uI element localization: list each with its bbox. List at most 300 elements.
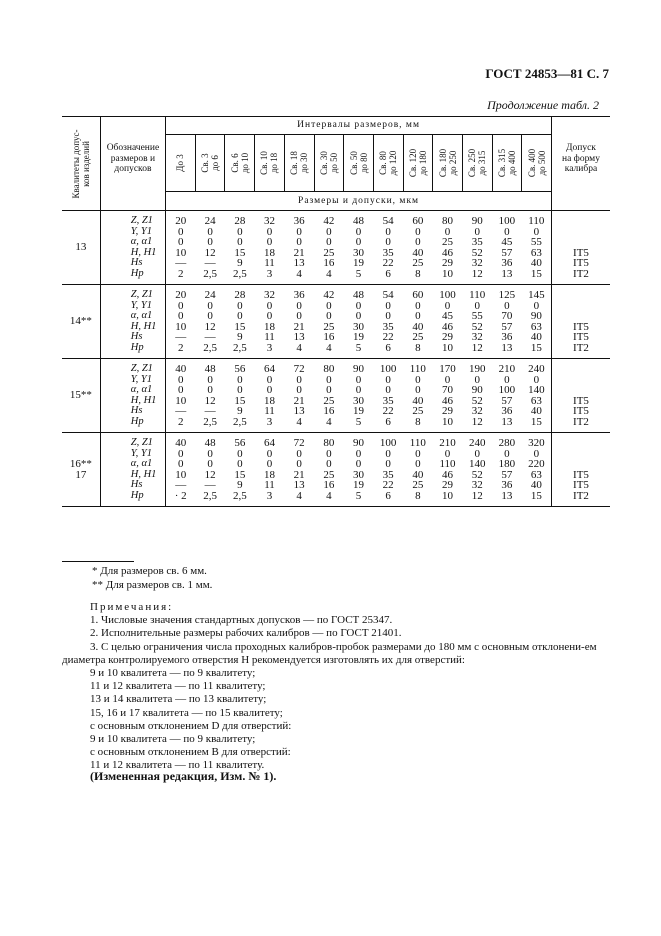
value: 36	[501, 331, 513, 343]
value: 0	[415, 373, 421, 386]
value-cell	[314, 359, 344, 433]
value-cell	[195, 433, 225, 507]
designation-cell	[100, 285, 165, 359]
designation-cell	[100, 359, 165, 433]
value: 0	[177, 384, 184, 396]
value: 0	[415, 458, 421, 470]
value: 32	[471, 331, 483, 343]
value: 46	[442, 320, 454, 333]
value: 64	[263, 363, 275, 375]
form-tolerance-value	[552, 459, 610, 470]
value: 4	[326, 415, 332, 428]
value: 0	[266, 373, 273, 386]
value: 40	[412, 394, 424, 407]
value: 40	[412, 468, 424, 481]
value: 0	[504, 447, 510, 460]
value: 3	[266, 341, 273, 354]
value: 0	[385, 299, 391, 312]
value: 35	[382, 468, 394, 481]
value: 0	[296, 384, 302, 396]
value: 56	[234, 437, 246, 449]
range-label: Св. 18 до 30	[289, 151, 310, 175]
value: 4	[296, 341, 302, 354]
value: 0	[266, 310, 273, 322]
value: 110	[409, 363, 426, 375]
value: 0	[177, 310, 184, 322]
value: 12	[204, 468, 216, 481]
designation-cell	[100, 211, 165, 285]
value: 13	[501, 341, 513, 354]
value: 110	[469, 289, 486, 301]
value-cell	[255, 211, 285, 285]
note-line: 9 и 10 квалитета — по 9 квалитету;	[90, 667, 256, 680]
form-tolerance-value: IT2	[573, 341, 589, 354]
value: 9	[237, 479, 243, 491]
value: 30	[353, 468, 364, 481]
value: 0	[326, 458, 332, 470]
value: 30	[353, 320, 364, 333]
value-cell	[373, 359, 403, 433]
value: 35	[471, 236, 483, 248]
value: 0	[207, 384, 213, 396]
value: 210	[439, 437, 456, 449]
value: 10	[175, 320, 187, 333]
range-label: Св. 50 до 80	[348, 151, 369, 175]
value: 63	[530, 320, 542, 333]
value: 2,5	[232, 415, 247, 428]
value: 0	[533, 225, 540, 238]
value: 6	[385, 341, 391, 354]
note-line: 9 и 10 квалитета — по 9 квалитету;	[90, 733, 256, 746]
value: 0	[237, 373, 243, 386]
value: 90	[471, 215, 483, 227]
value: 10	[442, 341, 454, 354]
value: · 2	[174, 489, 187, 502]
value: 57	[501, 394, 513, 407]
value: 2,5	[203, 341, 218, 354]
designation-label: H, H1	[130, 468, 157, 480]
value: 0	[533, 447, 540, 460]
value-cell	[255, 285, 285, 359]
value: 0	[266, 236, 273, 248]
value: 9	[237, 257, 243, 269]
value: 5	[355, 489, 362, 502]
value-cell	[284, 433, 314, 507]
value: 25	[412, 257, 424, 269]
value: 20	[175, 215, 187, 227]
value: 0	[237, 225, 243, 238]
value: 13	[501, 489, 513, 502]
value: 0	[385, 310, 391, 322]
form-tolerance-value: IT5	[573, 246, 589, 259]
form-tolerance-value	[552, 449, 610, 460]
value-cell	[373, 433, 403, 507]
range-header	[373, 135, 403, 192]
value: 32	[471, 479, 483, 491]
value: 0	[474, 299, 480, 312]
value: 0	[177, 225, 184, 238]
value: 4	[296, 489, 302, 502]
value: —	[204, 331, 216, 343]
value: 0	[474, 373, 480, 386]
value: 0	[237, 447, 243, 460]
value: 10	[442, 267, 454, 280]
value: 57	[501, 468, 513, 481]
value: 10	[442, 489, 454, 502]
value: 145	[528, 289, 545, 301]
value: 210	[498, 363, 516, 375]
value: 0	[177, 236, 184, 248]
value: 30	[353, 246, 364, 259]
quality-group-row	[62, 433, 610, 507]
value: 10	[175, 246, 187, 259]
value: 15	[530, 341, 542, 354]
sizes-header: Размеры и допуски, мкм	[166, 192, 552, 211]
value: 52	[471, 394, 483, 407]
intervals-header: Интервалы размеров, мм	[166, 117, 552, 135]
value: 25	[323, 320, 335, 333]
value: 32	[263, 215, 275, 227]
note-line: 11 и 12 квалитета — по 11 квалитету.	[90, 759, 265, 772]
value: 40	[530, 479, 542, 491]
value: 15	[234, 246, 246, 259]
designation-label: Hp	[130, 415, 144, 427]
value: 48	[353, 289, 364, 301]
value-cell	[433, 211, 463, 285]
value: 180	[498, 458, 516, 470]
range-header	[344, 135, 374, 192]
range-label: Св. 80 до 120	[378, 150, 399, 176]
value: 0	[296, 458, 302, 470]
range-label: Св. 400 до 500	[526, 148, 547, 178]
designation-label: Y, Y1	[130, 447, 152, 459]
range-label: Св. 10 до 18	[259, 151, 280, 175]
value: 0	[504, 225, 510, 238]
value-cell	[166, 359, 196, 433]
designation-label: Hs	[130, 257, 143, 268]
footnote-2: ** Для размеров св. 1 мм.	[92, 579, 213, 591]
value: 19	[353, 331, 364, 343]
value: 0	[266, 447, 273, 460]
value: 10	[442, 415, 454, 428]
value: 48	[204, 437, 216, 449]
value: 4	[326, 267, 332, 280]
designation-label: H, H1	[130, 320, 157, 332]
form-tolerance-value	[552, 311, 610, 322]
value: 13	[293, 331, 305, 343]
value: 29	[442, 479, 454, 491]
value-cell	[522, 211, 552, 285]
value: 0	[355, 299, 362, 312]
range-label: Св. 180 до 250	[437, 148, 458, 178]
value: 0	[504, 299, 510, 312]
tolerance-table	[62, 116, 610, 507]
designation-label: α, α1	[130, 384, 153, 395]
value: 54	[382, 289, 394, 301]
notes-heading: Примечания:	[90, 601, 174, 613]
value: 0	[385, 225, 391, 238]
value: 48	[204, 363, 216, 375]
range-header	[492, 135, 522, 192]
note-line: 11 и 12 квалитета — по 11 квалитету;	[90, 680, 266, 693]
value: 29	[442, 257, 454, 269]
value: 42	[323, 289, 335, 301]
value: 0	[326, 236, 332, 248]
value: 0	[415, 236, 421, 248]
value: 25	[323, 394, 335, 407]
value: 0	[266, 458, 273, 470]
value-cell	[284, 285, 314, 359]
value: 0	[326, 225, 332, 238]
value: 52	[471, 320, 483, 333]
form-tolerance-value	[552, 385, 610, 396]
value: 25	[323, 246, 335, 259]
value: 6	[385, 267, 391, 280]
value: 15	[234, 468, 246, 481]
value: 25	[412, 405, 424, 417]
tolerance-column-header: Допуск на форму калибра	[551, 117, 610, 211]
designation-cell	[100, 433, 165, 507]
value: 80	[323, 437, 335, 449]
value: 8	[415, 341, 421, 354]
value: 0	[237, 299, 243, 312]
value: 60	[412, 215, 424, 227]
value: 11	[264, 405, 275, 417]
value: 8	[415, 489, 421, 502]
value-cell	[225, 433, 255, 507]
value: 48	[353, 215, 364, 227]
value-cell	[166, 285, 196, 359]
value-cell	[492, 433, 522, 507]
value: 100	[379, 437, 397, 449]
value-cell	[403, 433, 433, 507]
value: 12	[471, 267, 483, 280]
value-cell	[373, 285, 403, 359]
range-label: Св. 6 до 10	[229, 152, 250, 174]
form-tolerance-value	[552, 301, 610, 312]
value: 240	[528, 363, 545, 375]
value: 52	[471, 468, 483, 481]
form-tolerance-value: IT5	[573, 468, 589, 481]
value: 5	[355, 267, 362, 280]
value: 3	[266, 267, 273, 280]
quality-cell: 13	[62, 211, 100, 285]
value: 45	[442, 310, 454, 322]
value-cell	[492, 211, 522, 285]
form-tolerance-value: IT5	[573, 257, 589, 269]
value-cell	[522, 433, 552, 507]
value: 0	[385, 458, 391, 470]
value: 0	[326, 299, 332, 312]
page-header: ГОСТ 24853—81 С. 7	[485, 66, 609, 81]
quality-column-header	[62, 117, 100, 211]
value: 36	[293, 289, 305, 301]
value: 29	[442, 331, 454, 343]
value: 10	[175, 468, 187, 481]
value: 0	[326, 373, 332, 386]
value: 55	[471, 310, 483, 322]
value-cell	[344, 285, 374, 359]
value: 0	[207, 458, 213, 470]
value: 13	[501, 415, 513, 428]
value: 2,5	[203, 267, 218, 280]
value: 63	[530, 394, 542, 407]
value: 2,5	[203, 489, 218, 502]
range-label: До 3	[175, 154, 186, 172]
value: 35	[382, 246, 394, 259]
value: 11	[264, 331, 275, 343]
value: 10	[175, 394, 187, 407]
value: 0	[385, 384, 391, 396]
form-tolerance-value: IT2	[573, 489, 589, 502]
value: 24	[204, 289, 216, 301]
value: 5	[355, 415, 362, 428]
value: 90	[530, 310, 542, 322]
value: 36	[293, 215, 305, 227]
value: 100	[379, 363, 397, 375]
value: 40	[530, 257, 542, 269]
value: 13	[501, 267, 513, 280]
value: 0	[207, 310, 213, 322]
value: —	[204, 479, 216, 491]
value: 0	[326, 447, 332, 460]
value: 30	[353, 394, 364, 407]
value: 0	[415, 384, 421, 396]
value: 19	[353, 405, 364, 417]
form-tolerance-cell	[551, 433, 610, 507]
value-cell	[225, 211, 255, 285]
note-line: 15, 16 и 17 квалитета — по 15 квалитету;	[90, 706, 283, 719]
value: 2,5	[232, 489, 247, 502]
form-tolerance-value: IT5	[573, 405, 589, 417]
value: 28	[234, 215, 246, 227]
value: 0	[326, 384, 332, 396]
value: 240	[468, 437, 486, 449]
value: 0	[474, 225, 480, 238]
value: 15	[234, 394, 246, 407]
value: —	[175, 257, 187, 269]
value-cell	[492, 359, 522, 433]
value: 0	[296, 447, 302, 460]
value: 0	[504, 373, 510, 386]
range-header	[284, 135, 314, 192]
value: 0	[533, 373, 540, 386]
value: 2,5	[232, 267, 247, 280]
value: 2	[177, 341, 184, 354]
note-3: 3. С целью ограничения числа проходных калибров-пробок размерами до 180 мм с основным отклонени-ем диаметра контролируемого отверстия H рекомендуется изготовлять их для отверстий:	[62, 640, 597, 666]
value-cell	[403, 359, 433, 433]
designation-label: H, H1	[130, 246, 157, 258]
value-cell	[433, 359, 463, 433]
value: 22	[382, 405, 394, 417]
designation-label: Y, Y1	[130, 299, 152, 311]
value: 0	[355, 225, 362, 238]
value: 55	[530, 236, 542, 248]
value: 0	[237, 458, 243, 470]
form-tolerance-value: IT5	[573, 331, 589, 343]
value: 0	[296, 310, 302, 322]
value-cell	[166, 433, 196, 507]
value: 0	[237, 236, 243, 248]
value: 15	[234, 320, 246, 333]
value: 0	[385, 373, 391, 386]
designation-label: Hs	[130, 405, 143, 416]
value-cell	[433, 433, 463, 507]
value: 18	[263, 468, 275, 481]
value: 110	[409, 437, 426, 449]
value: 0	[415, 310, 421, 322]
value: 11	[264, 257, 275, 269]
value-cell	[314, 285, 344, 359]
value: 52	[471, 246, 483, 259]
value: 18	[263, 394, 275, 407]
value: 9	[237, 405, 243, 417]
value: 0	[207, 225, 213, 238]
designation-label: α, α1	[130, 236, 153, 247]
value: 9	[237, 331, 243, 343]
value-cell	[344, 433, 374, 507]
value: 170	[439, 363, 456, 375]
form-tolerance-value	[552, 375, 610, 386]
value: 45	[501, 236, 513, 248]
value: —	[175, 479, 187, 491]
value: 25	[412, 331, 424, 343]
value: 63	[530, 246, 542, 259]
value-cell	[166, 211, 196, 285]
value: 0	[415, 447, 421, 460]
value: 40	[530, 405, 542, 417]
note-line: 13 и 14 квалитета — по 13 квалитету;	[90, 693, 267, 706]
value: 19	[353, 479, 364, 491]
designation-label: Hp	[130, 341, 144, 353]
value: 57	[501, 320, 513, 333]
value: 280	[498, 437, 516, 449]
form-tolerance-value: IT2	[573, 415, 589, 428]
value: 4	[326, 341, 332, 354]
quality-group-row	[62, 211, 610, 285]
form-tolerance-value	[552, 227, 610, 238]
value: 2,5	[232, 341, 247, 354]
value: 0	[237, 384, 243, 396]
value: 13	[293, 405, 305, 417]
designation-label: Hs	[130, 479, 143, 490]
value: 5	[355, 341, 362, 354]
value: 46	[442, 468, 454, 481]
value: 0	[385, 236, 391, 248]
value-cell	[522, 285, 552, 359]
value: 21	[293, 394, 305, 407]
designation-label: α, α1	[130, 458, 153, 469]
form-tolerance-cell	[551, 285, 610, 359]
value: 8	[415, 415, 421, 428]
value: 0	[177, 458, 184, 470]
value: 90	[471, 384, 483, 396]
value: 8	[415, 267, 421, 280]
value: 36	[501, 405, 513, 417]
value: 0	[385, 447, 391, 460]
footnote-1: * Для размеров св. 6 мм.	[92, 565, 207, 577]
value: 13	[293, 479, 305, 491]
quality-cell: 15**	[62, 359, 100, 433]
quality-group-row	[62, 359, 610, 433]
range-label: Св. 3 до 6	[200, 153, 221, 173]
value: 0	[177, 373, 184, 386]
value: 100	[498, 384, 516, 396]
value: 6	[385, 489, 391, 502]
value-cell	[255, 433, 285, 507]
value: 0	[355, 384, 362, 396]
form-tolerance-cell	[551, 211, 610, 285]
